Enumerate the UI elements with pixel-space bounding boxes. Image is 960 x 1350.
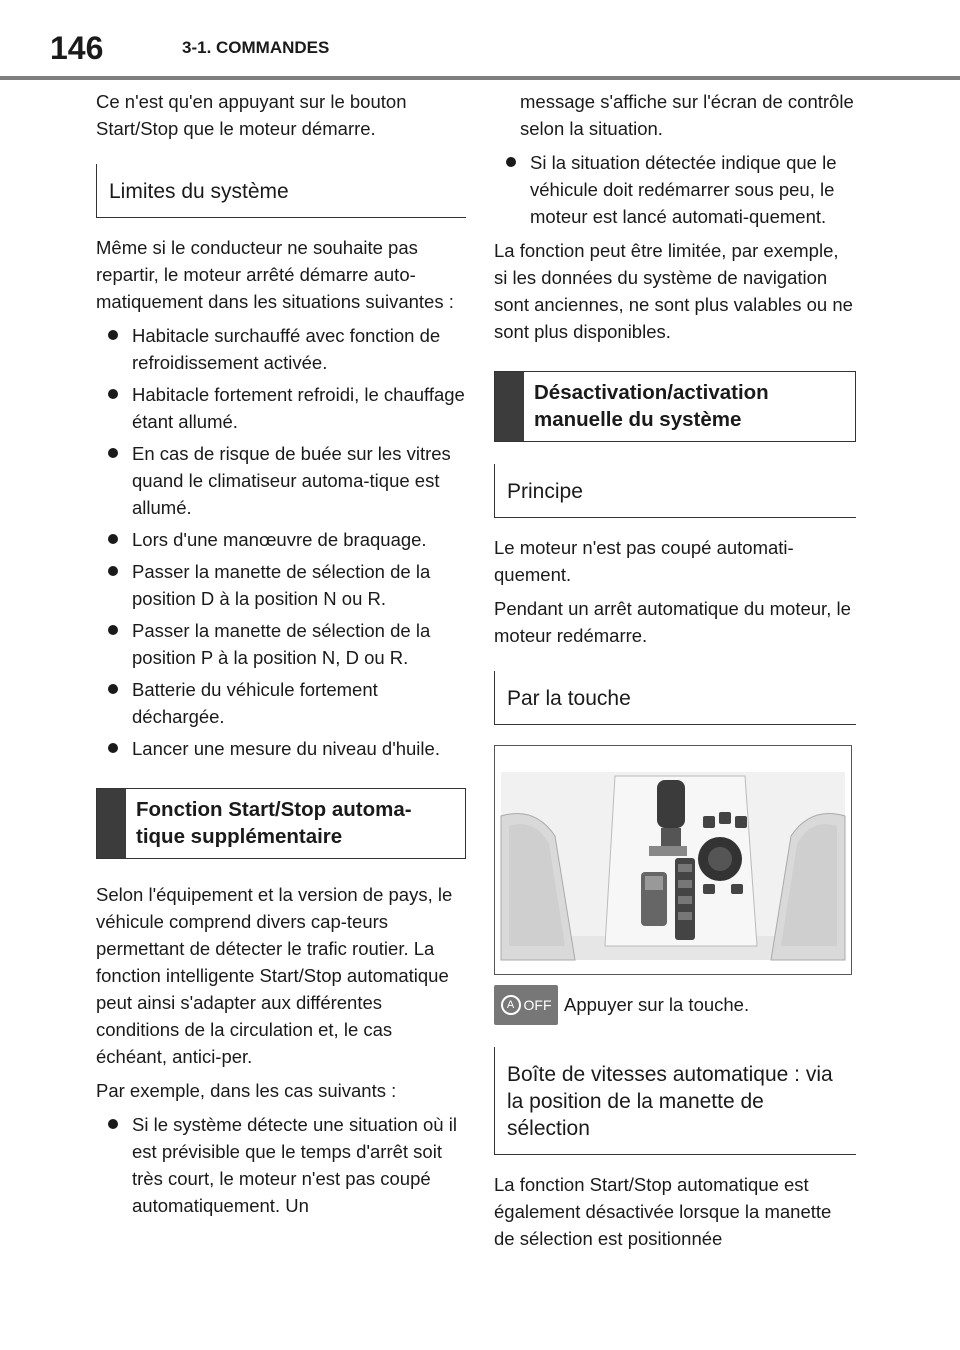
heading-manual-text: Désactivation/activation manuelle du système [534, 381, 769, 431]
center-console-illustration [494, 745, 852, 975]
list-item: Lors d'une manœuvre de braquage. [96, 526, 466, 553]
extra-paragraph: Selon l'équipement et la version de pays, le véhicule comprend divers cap-teurs permettant de détecter le trafic routier. La fonction intelligente Start/Stop automatique peut ainsi s'adapter aux différentes conditions de la circulation et, le cas échéant, antici-per. [96, 884, 453, 1067]
heading-limits: Limites du système [96, 164, 466, 218]
list-item: En cas de risque de buée sur les vitres quand le climatiseur automa-tique est allumé. [96, 440, 466, 521]
heading-bar [97, 789, 126, 858]
heading-extra-function [96, 788, 466, 859]
heading-manual [494, 371, 856, 442]
page-number: 146 [50, 30, 104, 66]
key-instruction [494, 985, 856, 1025]
right-list [494, 149, 856, 230]
auto-icon: A [501, 995, 521, 1015]
intro-paragraph: Ce n'est qu'en appuyant sur le bouton Start/Stop que le moteur démarre. [96, 91, 407, 139]
heading-button: Par la touche [494, 671, 856, 725]
chapter-title: 3-1. COMMANDES [182, 38, 330, 57]
list-item: Passer la manette de sélection de la position D à la position N ou R. [96, 558, 466, 612]
list-item: Batterie du véhicule fortement déchargée. [96, 676, 466, 730]
header-rule [0, 76, 960, 80]
list-item: Lancer une mesure du niveau d'huile. [96, 735, 466, 762]
principle-paragraph-1: Le moteur n'est pas coupé automati-quement. [494, 537, 794, 585]
limits-list [96, 322, 466, 762]
heading-gearbox: Boîte de vitesses automatique : via la position de la manette de sélection [494, 1047, 856, 1155]
page-header [0, 0, 960, 80]
limited-paragraph: La fonction peut être limitée, par exemple, si les données du système de navigation sont anciennes, ne sont plus valables ou ne sont plus disponibles. [494, 240, 853, 342]
gearbox-paragraph: La fonction Start/Stop automatique est également désactivée lorsque la manette de sélection est positionnée [494, 1174, 832, 1249]
heading-extra-text: Fonction Start/Stop automa-tique supplémentaire [136, 798, 412, 848]
heading-bar [495, 372, 524, 441]
key-label: OFF [523, 997, 552, 1013]
right-column [494, 88, 856, 1259]
list-item: Si le système détecte une situation où il est prévisible que le temps d'arrêt soit très court, le moteur n'est pas coupé automatiquement. Un [96, 1111, 466, 1219]
example-list [96, 1111, 466, 1219]
console-drawing [495, 746, 851, 974]
list-item: Habitacle surchauffé avec fonction de refroidissement activée. [96, 322, 466, 376]
heading-principle: Principe [494, 464, 856, 518]
list-item: Si la situation détectée indique que le véhicule doit redémarrer sous peu, le moteur est lancé automati-quement. [494, 149, 856, 230]
list-item: Habitacle fortement refroidi, le chauffage étant allumé. [96, 381, 466, 435]
continued-text: message s'affiche sur l'écran de contrôle selon la situation. [520, 91, 854, 139]
auto-start-stop-off-button[interactable] [494, 985, 558, 1025]
principle-paragraph-2: Pendant un arrêt automatique du moteur, le moteur redémarre. [494, 598, 851, 646]
example-paragraph: Par exemple, dans les cas suivants : [96, 1080, 397, 1101]
list-item: Passer la manette de sélection de la position P à la position N, D ou R. [96, 617, 466, 671]
key-instruction-text: Appuyer sur la touche. [564, 994, 750, 1015]
left-column [96, 88, 466, 1226]
limits-paragraph: Même si le conducteur ne souhaite pas repartir, le moteur arrêté démarre auto-matiquement dans les situations suivantes : [96, 237, 454, 312]
